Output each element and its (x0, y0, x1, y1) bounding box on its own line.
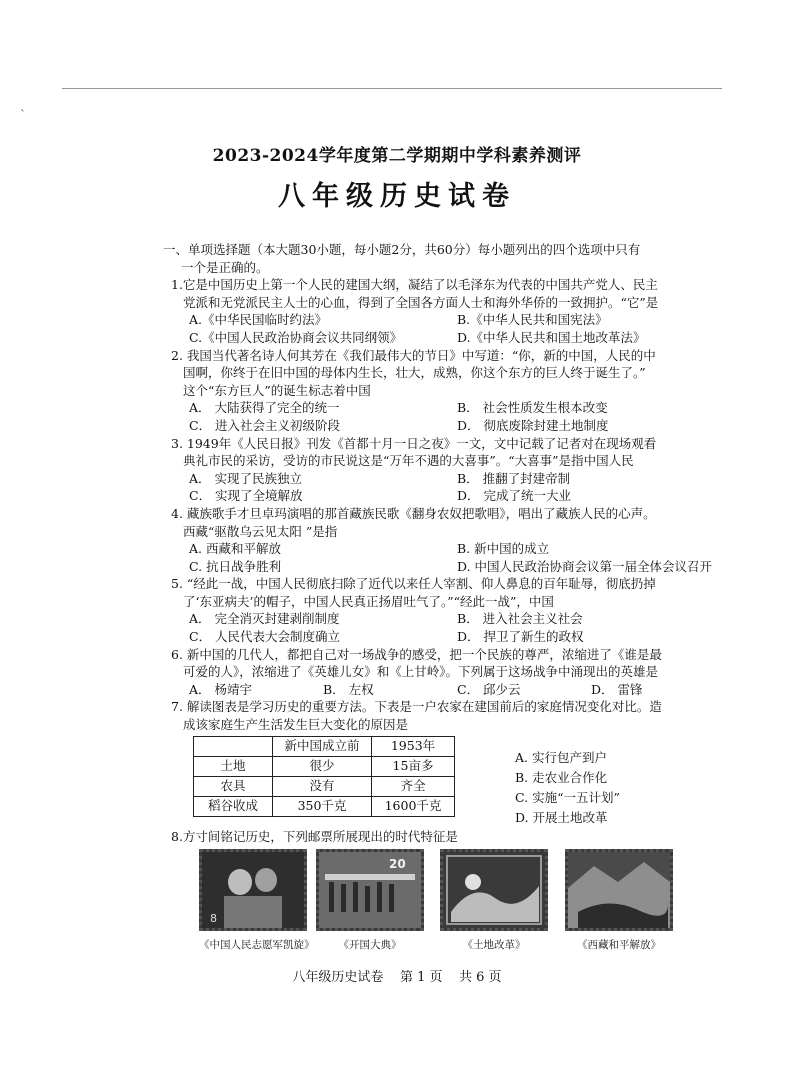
q6-option-b[interactable]: B． 左权 (323, 681, 374, 697)
table-cell: 新中国成立前 (273, 736, 372, 756)
q6-option-c[interactable]: C． 邱少云 (457, 681, 521, 697)
q7-option-c[interactable]: C. 实施“一五计划” (515, 789, 620, 805)
exam-term-title: 2023-2024学年度第二学期期中学科素养测评 (212, 146, 582, 166)
page-footer: 八年级历史试卷 第 1 页 共 6 页 (292, 970, 502, 985)
q6-stem: 6. 新中国的几代人，都把自己对一场战争的感受，把一个民族的尊严，浓缩进了《谁是最 (171, 646, 662, 662)
q2-option-d[interactable]: D． 彻底废除封建土地制度 (457, 417, 609, 433)
q5-stem-cont: 了‘东亚病夫’的帽子，中国人民真正扬眉吐气了。”“经此一战”，中国 (183, 593, 554, 609)
q1-option-d[interactable]: D.《中华人民共和国土地改革法》 (457, 329, 646, 345)
q7-option-d[interactable]: D. 开展土地改革 (515, 809, 608, 825)
stamp-row (165, 849, 725, 961)
stamp-volunteers-image (199, 849, 307, 931)
q3-stem: 3. 1949年《人民日报》刊发《首都十月一日之夜》一文，文中记载了记者对在现场观看 (171, 435, 657, 451)
table-row (194, 776, 455, 796)
q6-option-a[interactable]: A． 杨靖宇 (189, 681, 253, 697)
q5-option-b[interactable]: B． 进入社会主义社会 (457, 611, 583, 627)
q3-option-a[interactable]: A． 实现了民族独立 (189, 470, 303, 486)
q2-options-row2 (189, 417, 725, 435)
q3-options-row2 (189, 487, 725, 505)
q4-options-row2 (189, 558, 725, 576)
q2-option-a[interactable]: A． 大陆获得了完全的统一 (189, 400, 340, 416)
table-cell: 350千克 (273, 796, 372, 816)
table-cell: 1600千克 (372, 796, 455, 816)
table-cell: 没有 (273, 776, 372, 796)
question-content (165, 241, 725, 961)
q7-stem-cont: 成该家庭生产生活发生巨大变化的原因是 (183, 717, 409, 733)
stamp-denomination: 20 (389, 857, 406, 872)
q1-options-row1 (189, 311, 725, 329)
q1-option-b[interactable]: B.《中华人民共和国宪法》 (457, 312, 608, 328)
q4-option-c[interactable]: C. 抗日战争胜利 (189, 558, 282, 574)
q5-option-c[interactable]: C． 人民代表大会制度确立 (189, 629, 341, 645)
stamp-caption: 《中国人民志愿军凯旋》 (199, 939, 315, 952)
q2-stem-cont2: 这个“东方巨人”的诞生标志着中国 (183, 382, 371, 398)
q4-stem: 4. 藏族歌手才旦卓玛演唱的那首藏族民歌《翻身农奴把歌唱》，唱出了藏族人民的心声。 (171, 505, 656, 521)
stamp-land-reform-image (440, 849, 548, 931)
q3-option-b[interactable]: B． 推翻了封建帝制 (457, 470, 571, 486)
stamp-founding-ceremony (316, 849, 424, 955)
q1-option-c[interactable]: C.《中国人民政治协商会议共同纲领》 (189, 329, 403, 345)
q2-options-row1 (189, 399, 725, 417)
table-cell: 很少 (273, 756, 372, 776)
table-cell (194, 736, 273, 756)
table-row (194, 796, 455, 816)
section-heading-cont: 一个是正确的。 (181, 259, 269, 275)
q7-options (515, 748, 620, 828)
stamp-founding-ceremony-image (316, 849, 424, 931)
q5-options-row1 (189, 610, 725, 628)
table-cell: 稻谷收成 (194, 796, 273, 816)
q5-option-a[interactable]: A． 完全消灭封建剥削制度 (189, 611, 340, 627)
q5-options-row2 (189, 628, 725, 646)
q7-body (193, 736, 725, 828)
svg-text:8: 8 (210, 912, 217, 926)
stamp-caption: 《开国大典》 (338, 939, 402, 952)
table-cell: 农具 (194, 776, 273, 796)
stamp-volunteers (199, 849, 315, 955)
q2-option-b[interactable]: B． 社会性质发生根本改变 (457, 400, 608, 416)
q2-option-c[interactable]: C． 进入社会主义初级阶段 (189, 417, 341, 433)
q4-stem-cont: 西藏“驱散乌云见太阳 ”是指 (183, 523, 338, 539)
q1-option-a[interactable]: A.《中华民国临时约法》 (189, 312, 328, 328)
stamp-land-reform (440, 849, 548, 955)
family-comparison-table (193, 736, 455, 817)
stamp-tibet-liberation-image (565, 849, 673, 931)
stamp-caption: 《土地改革》 (462, 939, 526, 952)
q7-stem: 7. 解读图表是学习历史的重要方法。下表是一户农家在建国前后的家庭情况变化对比。造 (171, 699, 662, 715)
scan-mark: ` (20, 108, 26, 122)
q3-option-c[interactable]: C． 实现了全境解放 (189, 488, 303, 504)
q2-stem-cont: 国啊，你终于在旧中国的母体内生长，壮大，成熟，你这个东方的巨人终于诞生了。” (183, 365, 646, 381)
table-cell: 齐全 (372, 776, 455, 796)
stamp-caption: 《西藏和平解放》 (577, 939, 661, 952)
q3-stem-cont: 典礼市民的采访，受访的市民说这是“万年不遇的大喜事”。“大喜事”是指中国人民 (183, 453, 634, 469)
table-cell: 土地 (194, 756, 273, 776)
q6-options (189, 681, 725, 699)
q4-option-a[interactable]: A. 西藏和平解放 (189, 541, 281, 557)
q3-options-row1 (189, 470, 725, 488)
q6-option-d[interactable]: D． 雷锋 (591, 681, 643, 697)
table-row (194, 756, 455, 776)
q4-options-row1 (189, 540, 725, 558)
table-cell: 15亩多 (372, 756, 455, 776)
q1-options-row2 (189, 329, 725, 347)
q5-stem: 5. “经此一战，中国人民彻底扫除了近代以来任人宰割、仰人鼻息的百年耻辱，彻底扔掉 (171, 576, 656, 592)
section-heading: 一、单项选择题（本大题30小题，每小题2分，共60分）每小题列出的四个选项中只有 (163, 242, 641, 257)
q4-option-b[interactable]: B. 新中国的成立 (457, 541, 550, 557)
q3-option-d[interactable]: D． 完成了统一大业 (457, 488, 571, 504)
q7-option-b[interactable]: B. 走农业合作化 (515, 769, 608, 785)
q2-stem: 2. 我国当代著名诗人何其芳在《我们最伟大的节日》中写道：“你，新的中国，人民的中 (171, 347, 656, 363)
q1-stem: 1.它是中国历史上第一个人民的建国大纲，凝结了以毛泽东为代表的中国共产党人、民主 (171, 277, 658, 293)
q5-option-d[interactable]: D． 捍卫了新生的政权 (457, 629, 584, 645)
table-header-row (194, 736, 455, 756)
stamp-tibet-liberation (565, 849, 673, 955)
exam-title: 八年级历史试卷 (278, 181, 516, 212)
table-cell: 1953年 (372, 736, 455, 756)
q8-stem: 8.方寸间铭记历史，下列邮票所展现出的时代特征是 (171, 828, 458, 844)
header-rule (62, 88, 722, 89)
q1-stem-cont: 党派和无党派民主人士的心血，得到了全国各方面人士和海外华侨的一致拥护。“它”是 (183, 294, 659, 310)
q7-option-a[interactable]: A. 实行包产到户 (515, 749, 607, 765)
q6-stem-cont: 可爱的人》，浓缩进了《英雄儿女》和《上甘岭》。下列属于这场战争中涌现出的英雄是 (183, 664, 659, 680)
q4-option-d[interactable]: D. 中国人民政治协商会议第一届全体会议召开 (457, 558, 713, 574)
